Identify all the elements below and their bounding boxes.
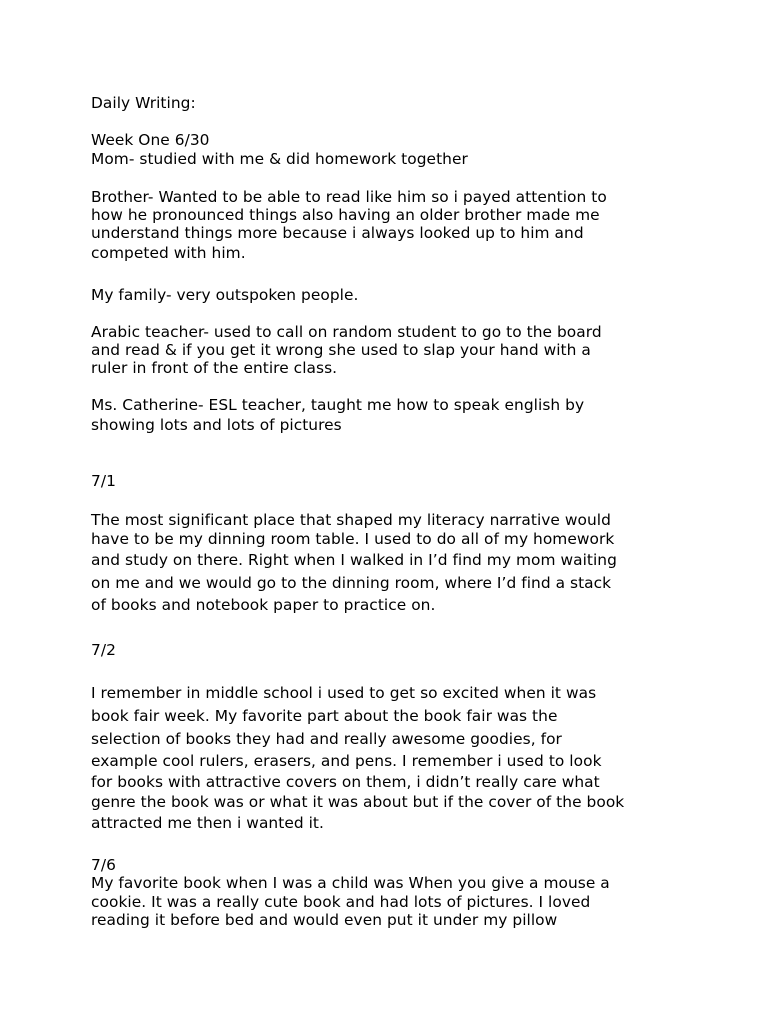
text-line: cookie. It was a really cute book and had lots of pictures. I loved — [91, 893, 591, 911]
text-line: Arabic teacher- used to call on random student to go to the board — [91, 323, 602, 341]
text-line: how he pronounced things also having an older brother made me — [91, 206, 600, 224]
text-line: ruler in front of the entire class. — [91, 359, 338, 377]
date-heading: 7/1 — [91, 472, 116, 490]
text-line: and study on there. Right when I walked in I’d find my mom waiting — [91, 551, 617, 569]
text-line: Mom- studied with me & did homework together — [91, 150, 468, 168]
heading-week-one: Week One 6/30 — [91, 131, 210, 149]
text-line: on me and we would go to the dinning room, where I’d find a stack — [91, 574, 612, 592]
text-line: book fair week. My favorite part about the book fair was the — [91, 707, 558, 725]
text-line: reading it before bed and would even put it under my pillow — [91, 911, 558, 929]
text-line: have to be my dinning room table. I used to do all of my homework — [91, 530, 615, 548]
text-line: competed with him. — [91, 244, 246, 262]
text-line: Brother- Wanted to be able to read like him so i payed attention to — [91, 188, 607, 206]
text-line: attracted me then i wanted it. — [91, 814, 324, 832]
text-line: for books with attractive covers on them, i didn’t really care what — [91, 773, 600, 791]
date-heading: 7/2 — [91, 641, 116, 659]
date-heading: 7/6 — [91, 856, 116, 874]
text-line: showing lots and lots of pictures — [91, 416, 342, 434]
text-line: My family- very outspoken people. — [91, 286, 359, 304]
text-line: of books and notebook paper to practice on. — [91, 596, 436, 614]
text-line: I remember in middle school i used to get so excited when it was — [91, 684, 597, 702]
text-line: and read & if you get it wrong she used to slap your hand with a — [91, 341, 591, 359]
text-line: example cool rulers, erasers, and pens. I remember i used to look — [91, 752, 602, 770]
text-line: Ms. Catherine- ESL teacher, taught me how to speak english by — [91, 396, 585, 414]
text-line: The most significant place that shaped my literacy narrative would — [91, 511, 611, 529]
text-line: genre the book was or what it was about but if the cover of the book — [91, 793, 625, 811]
heading-daily-writing: Daily Writing: — [91, 94, 196, 112]
text-line: My favorite book when I was a child was When you give a mouse a — [91, 874, 610, 892]
text-line: selection of books they had and really awesome goodies, for — [91, 730, 562, 748]
text-line: understand things more because i always looked up to him and — [91, 224, 584, 242]
